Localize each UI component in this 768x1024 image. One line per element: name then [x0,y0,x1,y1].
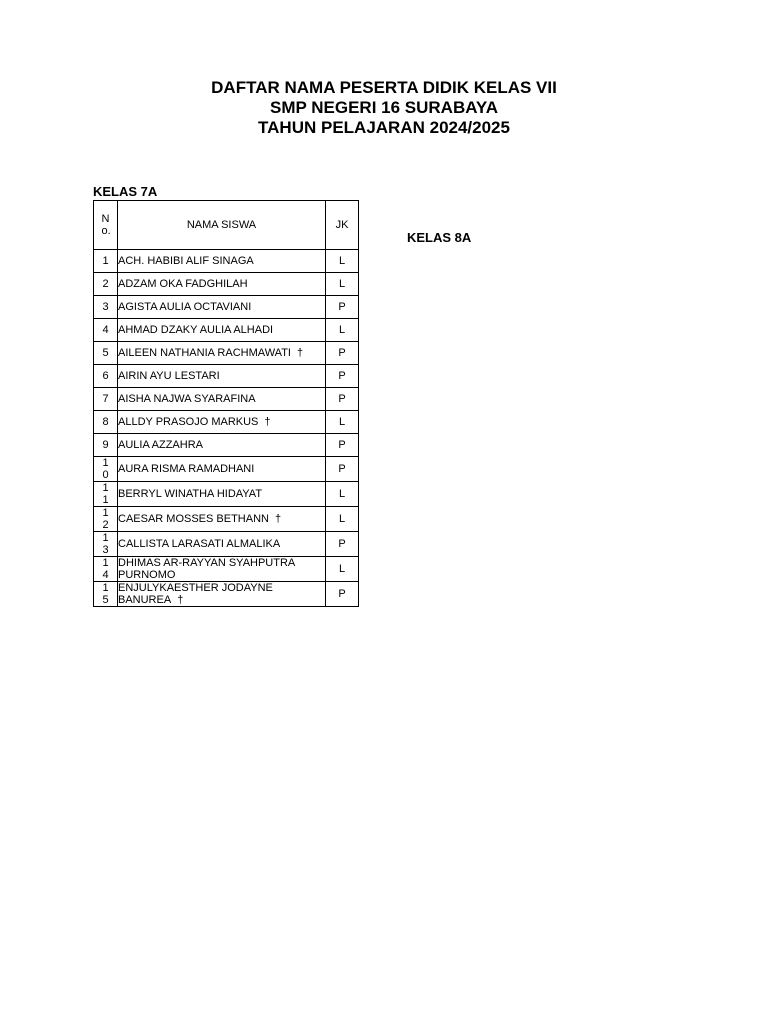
table-row [94,482,359,507]
row-number: 3 [94,296,118,319]
student-name: AIRIN AYU LESTARI [118,365,326,388]
row-number: 14 [94,557,118,582]
row-number: 11 [94,482,118,507]
table-row [94,457,359,482]
table-row [94,507,359,532]
student-gender: L [326,482,359,507]
student-name: DHIMAS AR-RAYYAN SYAHPUTRA PURNOMO [118,557,326,582]
student-gender: L [326,507,359,532]
student-gender: L [326,319,359,342]
title-line-1: DAFTAR NAMA PESERTA DIDIK KELAS VII [211,78,557,97]
table-row [94,388,359,411]
dagger-mark-icon: † [177,594,184,606]
student-gender: P [326,342,359,365]
table-row [94,342,359,365]
student-name: AULIA AZZAHRA [118,434,326,457]
table-row [94,532,359,557]
header-no: No. [94,201,118,250]
table-row [94,250,359,273]
student-name: BERRYL WINATHA HIDAYAT [118,482,326,507]
student-gender: P [326,296,359,319]
row-number: 12 [94,507,118,532]
kelas-8a-heading: KELAS 8A [407,230,472,245]
row-number: 6 [94,365,118,388]
student-name: AILEEN NATHANIA RACHMAWATI † [118,342,326,365]
student-name: AISHA NAJWA SYARAFINA [118,388,326,411]
row-number: 2 [94,273,118,296]
student-gender: P [326,434,359,457]
row-number: 1 [94,250,118,273]
row-number: 5 [94,342,118,365]
row-number: 13 [94,532,118,557]
table-row [94,434,359,457]
table-row [94,582,359,607]
student-gender: L [326,411,359,434]
student-gender: P [326,532,359,557]
student-name: ENJULYKAESTHER JODAYNE BANUREA † [118,582,326,607]
row-number: 7 [94,388,118,411]
student-gender: L [326,273,359,296]
student-gender: P [326,582,359,607]
title-line-3: TAHUN PELAJARAN 2024/2025 [258,118,510,137]
row-number: 10 [94,457,118,482]
kelas-7a-table-body [94,250,359,607]
table-row [94,273,359,296]
student-name: ADZAM OKA FADGHILAH [118,273,326,296]
kelas-7a-heading: KELAS 7A [93,184,158,199]
student-name: AGISTA AULIA OCTAVIANI [118,296,326,319]
student-name: CAESAR MOSSES BETHANN † [118,507,326,532]
row-number: 8 [94,411,118,434]
student-name: ALLDY PRASOJO MARKUS † [118,411,326,434]
row-number: 9 [94,434,118,457]
student-gender: P [326,388,359,411]
student-gender: P [326,457,359,482]
dagger-mark-icon: † [274,513,282,525]
table-row [94,296,359,319]
table-row [94,557,359,582]
dagger-mark-icon: † [296,347,304,359]
kelas-7a-table [93,200,359,607]
title-line-2: SMP NEGERI 16 SURABAYA [269,98,498,117]
table-row [94,319,359,342]
table-row [94,411,359,434]
row-number: 4 [94,319,118,342]
table-header-row [94,201,359,250]
student-name: AURA RISMA RAMADHANI [118,457,326,482]
row-number: 15 [94,582,118,607]
student-name: AHMAD DZAKY AULIA ALHADI [118,319,326,342]
header-nama-siswa: NAMA SISWA [118,201,326,250]
student-name: CALLISTA LARASATI ALMALIKA [118,532,326,557]
student-name: ACH. HABIBI ALIF SINAGA [118,250,326,273]
table-row [94,365,359,388]
student-gender: P [326,365,359,388]
dagger-mark-icon: † [264,416,271,428]
student-gender: L [326,557,359,582]
document-title [0,78,768,138]
student-gender: L [326,250,359,273]
header-jk: JK [326,201,359,250]
